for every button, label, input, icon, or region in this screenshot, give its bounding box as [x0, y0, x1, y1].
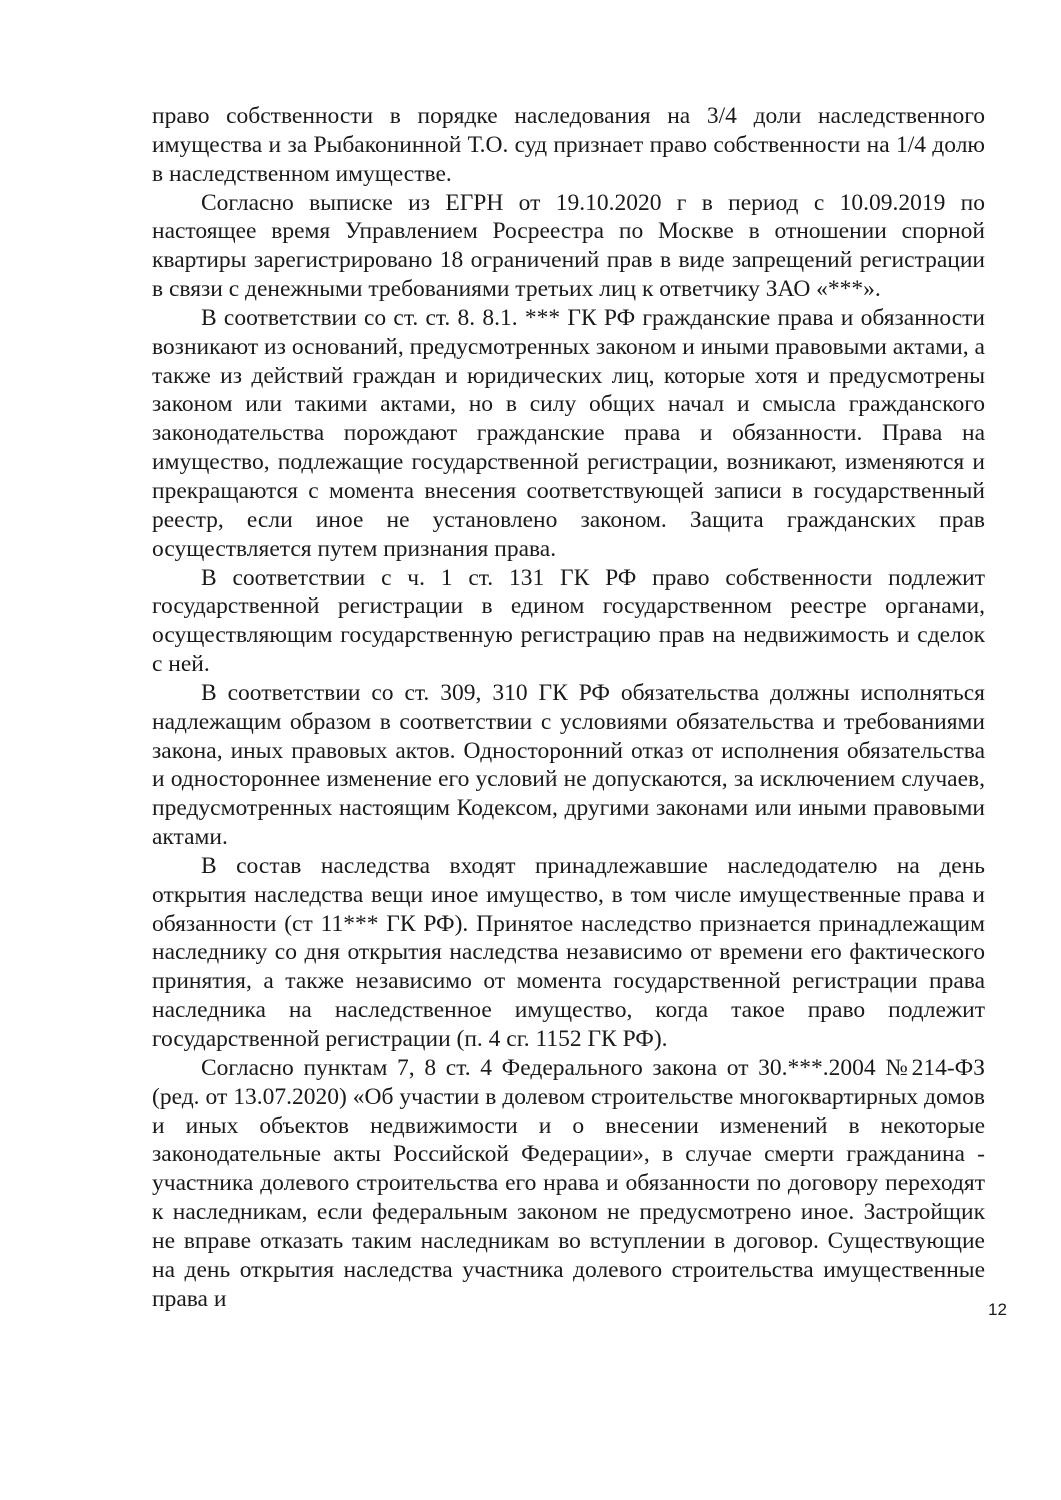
paragraph-shared-construction: Согласно пунктам 7, 8 ст. 4 Федерального закона от 30.***.2004 №214-ФЗ (ред. от 13.07.2020) «Об участии в долевом строительстве многоквартирных домов и иных объектов недвижимости и о внесении изменений в некоторые законодательные акты Российской Федерации», в случае смерти гражданина - участника долевого строительства его нрава и обязанности по договору переходят к наследникам, если федеральным законом не предусмотрено иное. Застройщик не вправе отказать таким наследникам во вступлении в договор. Существующие на день открытия наследства участника долевого строительства имущественные права и [152, 1054, 985, 1312]
paragraph-continuation: право собственности в порядке наследования на 3/4 доли наследственного имущества и за Рыбаконинной Т.О. суд признает право собственности на 1/4 долю в наследственном имуществе. [152, 103, 985, 187]
paragraph-ownership-registration: В соответствии с ч. 1 ст. 131 ГК РФ право собственности подлежит государственной регистрации в едином государственном реестре органами, осуществляющим государственную регистрацию прав на недвижимость и сделок с ней. [152, 564, 985, 678]
paragraph-civil-rights-basis: В соответствии со ст. ст. 8. 8.1. *** ГК РФ гражданские права и обязанности возникают из оснований, предусмотренных законом и иными правовыми актами, а также из действий граждан и юридических лиц, которые хотя и предусмотрены законом или такими актами, но в силу общих начал и смысла гражданского законодательства порождают гражданские права и обязанности. Права на имущество, подлежащие государственной регистрации, возникают, изменяются и прекращаются с момента внесения соответствующей записи в государственный реестр, если иное не установлено законом. Защита гражданских прав осуществляется путем признания права. [152, 304, 985, 562]
page-number: 12 [988, 1300, 1007, 1319]
document-body [152, 102, 985, 1313]
paragraph-egrn-extract: Согласно выписке из ЕГРН от 19.10.2020 г в период с 10.09.2019 по настоящее время Управлением Росреестра по Москве в отношении спорной квартиры зарегистрировано 18 ограничений прав в виде запрещений регистрации в связи с денежными требованиями третьих лиц к ответчику ЗАО «***». [152, 189, 985, 303]
paragraph-inheritance-estate: В состав наследства входят принадлежавшие наследодателю на день открытия наследства вещи иное имущество, в том числе имущественные права и обязанности (ст 11*** ГК РФ). Принятое наследство признается принадлежащим наследнику со дня открытия наследства независимо от времени его фактического принятия, а также независимо от момента государственной регистрации права наследника на наследственное имущество, когда такое право подлежит государственной регистрации (п. 4 сг. 1152 ГК РФ). [152, 852, 985, 1052]
paragraph-obligations: В соответствии со ст. 309, 310 ГК РФ обязательства должны исполняться надлежащим образом в соответствии с условиями обязательства и требованиями закона, иных правовых актов. Односторонний отказ от исполнения обязательства и одностороннее изменение его условий не допускаются, за исключением случаев, предусмотренных настоящим Кодексом, другими законами или иными правовыми актами. [152, 679, 985, 851]
